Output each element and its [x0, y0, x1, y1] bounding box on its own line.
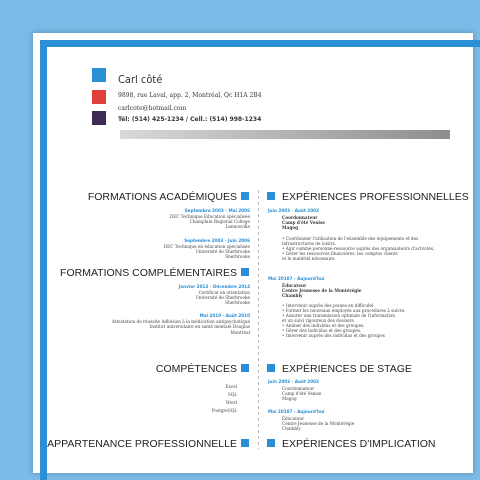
- experience-2-bullet: • Intervenir auprès des jeunes en difficulté.: [282, 303, 375, 308]
- formation-1-line-3: Lennoxville: [225, 224, 250, 229]
- skill-item: SQL: [227, 392, 237, 397]
- contact-square-icon: [92, 111, 106, 125]
- candidate-phone: Tél: (514) 425-1234 / Cell.: (514) 998-1234: [118, 116, 262, 123]
- experience-1-bullet: • Coordonner l'utilisation de l'ensemble des équipements et des: [282, 236, 419, 241]
- formations-marker-icon: [241, 192, 249, 200]
- competences-marker-icon: [241, 364, 249, 372]
- formation-1-line-1: DEC Technique Éducation spécialisée: [169, 214, 250, 219]
- implication-marker-icon: [267, 439, 275, 447]
- experience-2-bullet: • Intervenir auprès des individus et des groupes: [282, 333, 385, 338]
- experience-1-bullet: • Agir comme personne-ressource auprès des organisateurs d'activités.: [282, 246, 435, 251]
- candidate-address: 9898, rue Laval, app. 2, Montréal, Qc H1A 2B4: [118, 92, 262, 99]
- experience-2-bullet: • Assurer une transmission optimale de l'information: [282, 313, 395, 318]
- implication-heading: EXPÉRIENCES D'IMPLICATION: [282, 438, 436, 450]
- formations-heading: FORMATIONS ACADÉMIQUES: [87, 191, 237, 203]
- formation-2-date: Septembre 2003 - Juin 2006: [184, 238, 250, 243]
- formation-2-line-1: DEC Technique en éducation spécialisée: [163, 244, 250, 249]
- candidate-name: Carl côté: [118, 73, 163, 86]
- skill-item: Excel: [225, 384, 237, 389]
- candidate-email[interactable]: carlcote@hotmail.com: [118, 105, 187, 112]
- experience-1-bullet: et le matériel nécessaire.: [282, 256, 336, 261]
- formation-2-line-3: Sherbrooke: [225, 254, 250, 259]
- skill-item: PostgreSQL: [211, 408, 237, 413]
- experience-2-bullet: • Gérer des individus et des groupes.: [282, 328, 362, 333]
- complementaires-marker-icon: [241, 268, 249, 276]
- experience-1-city: Magog: [282, 225, 298, 230]
- experience-2-bullet: • Animer des individus et des groupes.: [282, 323, 365, 328]
- complementaire-2-line-2: Institut universitaire en santé mentale Douglas: [149, 324, 250, 329]
- experience-2-bullet: et un suivi rigoureux des dossiers.: [282, 318, 355, 323]
- complementaire-1-line-2: Université de Sherbrooke: [195, 295, 250, 300]
- formation-2-line-2: Université de Sherbrooke: [195, 249, 250, 254]
- stage-2-city: Chambly: [282, 426, 301, 431]
- experience-1-bullet: infrastructures de loisirs.: [282, 241, 336, 246]
- experience-2-role: Éducateur: [282, 283, 307, 288]
- complementaire-1-date: Janvier 2013 - Décembre 2014: [178, 284, 250, 289]
- experiences-marker-icon: [267, 192, 275, 200]
- complementaire-2-line-1: Attestation de réussite Adhésion à la médication antipsychotique: [111, 319, 250, 324]
- experience-2-bullet: • Former les nouveaux employés aux procédures à suivre.: [282, 308, 406, 313]
- appartenance-heading: APPARTENANCE PROFESSIONNELLE: [47, 438, 237, 450]
- complementaire-2-date: Mai 2010 - Août 2010: [199, 313, 250, 318]
- experience-1-bullet: • Gérer les ressources financières, les comptes clients: [282, 251, 398, 256]
- formation-1-date: Septembre 2003 - Mai 2006: [184, 208, 250, 213]
- stage-2-org: Centre Jeunesse de la Montérégie: [282, 421, 355, 426]
- complementaire-2-line-3: Montréal: [230, 330, 250, 335]
- page-frame-accent: [40, 40, 480, 480]
- complementaires-heading: FORMATIONS COMPLÉMENTAIRES: [60, 267, 237, 279]
- column-divider: [258, 190, 259, 449]
- header-divider-bar: [120, 130, 450, 139]
- name-square-icon: [92, 68, 106, 82]
- stage-1-date: Juin 2003 - Août 2003: [268, 379, 319, 384]
- experience-2-date: Mai 20107 - Aujourd'hui: [268, 276, 325, 281]
- experience-2-org: Centre Jeunesse de la Montérégie: [282, 288, 362, 293]
- competences-heading: COMPÉTENCES: [155, 363, 237, 375]
- stage-1-org: Camp d'été Venise: [282, 391, 322, 396]
- appartenance-marker-icon: [241, 439, 249, 447]
- stage-heading: EXPÉRIENCES DE STAGE: [282, 363, 412, 375]
- experience-1-role: Coordonnateur: [282, 215, 318, 220]
- stage-2-date: Mai 20107 - Aujourd'hui: [268, 409, 325, 414]
- complementaire-1-line-3: Sherbrooke: [225, 300, 250, 305]
- stage-1-city: Magog: [282, 396, 297, 401]
- experience-2-city: Chambly: [282, 293, 303, 298]
- complementaire-1-line-1: Certificat en orientation: [198, 290, 250, 295]
- address-square-icon: [92, 90, 106, 104]
- stage-1-role: Coordonnateur: [282, 386, 315, 391]
- experience-1-org: Camp d'été Venise: [282, 220, 325, 225]
- skill-item: Word: [225, 400, 237, 405]
- experience-1-date: Juin 2003 - Août 2003: [268, 208, 319, 213]
- experiences-heading: EXPÉRIENCES PROFESSIONNELLES: [282, 191, 469, 203]
- stage-marker-icon: [267, 364, 275, 372]
- stage-2-role: Éducateur: [282, 416, 305, 421]
- formation-1-line-2: Champlain Regional College: [189, 219, 250, 224]
